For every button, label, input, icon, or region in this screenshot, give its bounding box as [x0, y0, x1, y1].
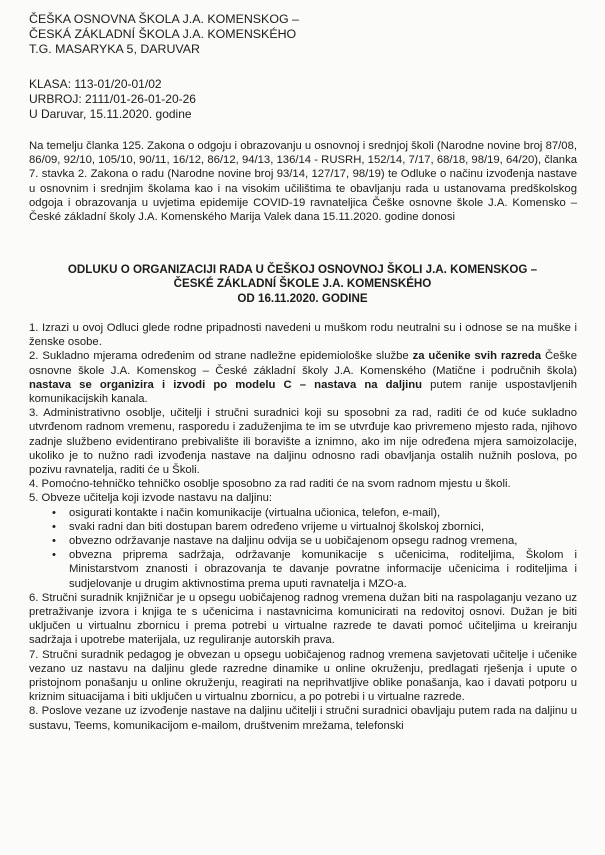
item-1: 1. Izrazi u ovoj Odluci glede rodne pripadnosti navedeni u muškom rodu neutralni su i odnose se na muške i ženske osobe. [29, 322, 577, 349]
item-2-text-2: Češke osnovne škole J.A. Komenskog – České základní školy J.A. Komenského (Matične i područnih škola) [29, 350, 577, 377]
title-line-2: ČESKÉ ZÁKLADNÍ ŠKOLE J.A. KOMENSKÉHO [173, 277, 432, 291]
item-2-text: 2. Sukladno mjerama određenim od strane nadležne epidemiološke službe [29, 350, 413, 363]
school-name-cz: ČESKÁ ZÁKLADNÍ ŠKOLA J.A. KOMENSKÉHO [29, 27, 297, 42]
school-name-hr: ČEŠKA OSNOVNA ŠKOLA J.A. KOMENSKOG – [29, 12, 299, 26]
item-6-text: 6. Stručni suradnik knjižničar je u opsegu uobičajenog radnog vremena dužan biti na raspolaganju vezano uz pretraživanje izvora i knjiga te s učenicima i nastavnicima komunicirati na redovitoj osnovi. [29, 591, 577, 619]
urbroj: URBROJ: 2111/01-26-01-20-26 [29, 91, 196, 106]
item-6 [29, 591, 577, 648]
item-4: 4. Pomoćno-tehničko tehničko osoblje sposobno za rad raditi će na svom radnom mjestu u školi. [29, 478, 511, 491]
school-address: T.G. MASARYKA 5, DARUVAR [29, 42, 200, 57]
item-2-bold-2: nastava se organizira i izvodi po modelu C – nastava na daljinu [29, 378, 423, 391]
item-8: 8. Poslove vezane uz izvođenje nastave na daljinu učitelji i stručni suradnici obavljaju putem rada na daljinu u sustavu, Teems, komunikacijom e-mailom, društvenim mrežama, telefonski [29, 705, 577, 732]
list-item: • svaki radni dan biti dostupan barem određeno vrijeme u virtualnoj školskoj zbornici, [29, 520, 577, 534]
item-6-text-2: Dužan je biti uključen u virtualnu zbornicu i prema potrebi u virtualne razrede te davati pomoć učiteljima u kreiranju sadržaja i upotrebe materijala, uz reguliranje autorskih prava. [29, 606, 577, 647]
item-2-bold-1: za učenike svih razreda [412, 350, 542, 363]
list-item: • obvezno održavanje nastave na daljinu odvija se u uobičajenom opsegu radnog vremena, [29, 534, 577, 548]
item-7: 7. Stručni suradnik pedagog je obvezan u opsegu uobičajenog radnog vremena savjetovati učitelje i učenike vezano uz nastavu na daljinu glede razredne dinamike u online okruženju, predlagati rješenja i upute o pristojnom ponašanju u online okruženju, reagirati na neprihvatljive oblike ponašanja, kao i davati potporu u kriznim situacijama i biti uključen u virtualnu zbornicu, a po potrebi i u virtualne razrede. [29, 648, 577, 704]
school-header [29, 12, 577, 58]
teacher-obligations-list [29, 506, 577, 591]
item-3: 3. Administrativno osoblje, učitelji i stručni suradnici koji su sposobni za rad, raditi će od kuće sukladno utvrđenom radnom vremenu, rasporedu i zaduženjima te im se utvrđuje kao privremeno mjesto rada, njihovo zadnje službeno evidentirano prebivalište ili boravište a iznimno, ako im nije određena mjera samoizolacije, ukoliko je to nužno radi izvođenja nastave na daljinu odnosno radi obavljanja ostalih nužnih poslova, po pozivu ravnatelja, raditi će u Školi. [29, 407, 577, 477]
place-date: U Daruvar, 15.11.2020. godine [29, 106, 192, 121]
preamble: Na temelju članka 125. Zakona o odgoju i obrazovanju u osnovnoj i srednjoj školi (Narodne novine broj 87/08, 86/09, 92/10, 105/10, 90/11, 16/12, 86/12, 94/13, 136/14 - RUSRH, 152/14, 7/17, 68/18, 98/19, 64/20), članka 7. stavka 2. Zakona o radu (Narodne novine broj 93/14, 127/17, 98/19) te Odluke o načinu izvođenja nastave u osnovnim i srednjim školama kao i na visokim učilištima te obavljanju rada u ustanovama predškolskog odgoja i obrazovanja u uvjetima epidemije COVID-19 ravnateljica Češke osnovne škole J.A. Komensko – České základní školy J.A. Komenského Marija Valek dana 15.11.2020. godine donosi [29, 140, 577, 224]
list-item: • osigurati kontakte i način komunikacije (virtualna učionica, telefon, e-mail), [29, 506, 577, 520]
item-5: 5. Obveze učitelja koji izvode nastavu na daljinu: [29, 492, 273, 505]
decision-body [29, 321, 577, 733]
item-2 [29, 349, 577, 406]
klasa: KLASA: 113-01/20-01/02 [29, 77, 162, 91]
document-meta [29, 77, 577, 121]
list-item: • obvezna priprema sadržaja, održavanje komunikacije s učenicima, roditeljima, Školom i Ministarstvom znanosti i obrazovanja te davanje povratne informacije učenicima i roditeljima i sudjelovanje u drugim aktivnostima prema uputi ravnatelja i MZO-a. [29, 548, 577, 591]
item-2-text-3: putem ranije uspostavljenih komunikacijskih kanala. [29, 378, 577, 406]
title-line-3: OD 16.11.2020. GODINE [237, 291, 368, 305]
decision-title [20, 263, 585, 306]
title-line-1: ODLUKU O ORGANIZACIJI RADA U ČEŠKOJ OSNOVNOJ ŠKOLI J.A. KOMENSKOG – [67, 263, 538, 276]
